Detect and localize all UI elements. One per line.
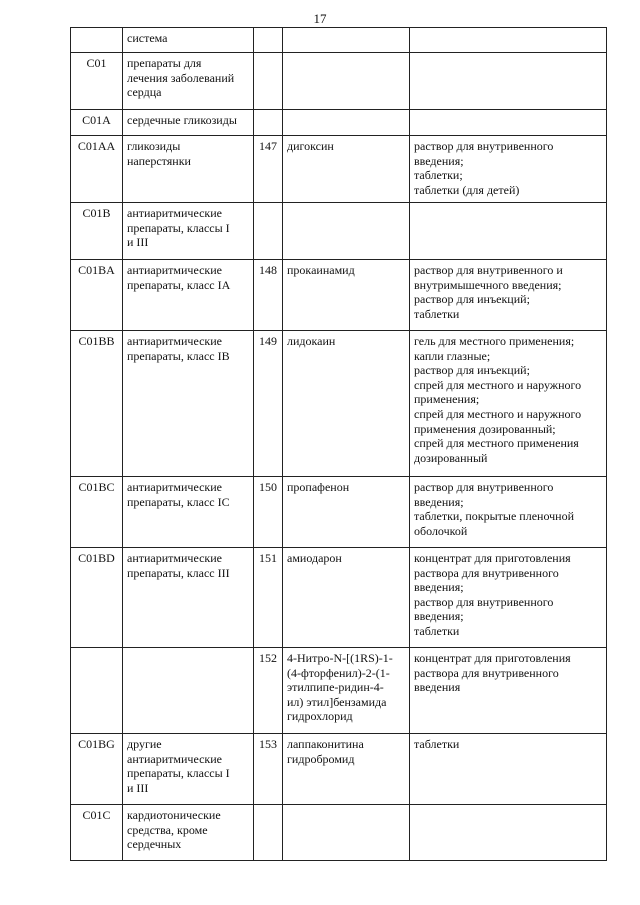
- table-row: [71, 260, 607, 331]
- row-number: [254, 805, 283, 861]
- atc-group: другие антиаритмические препараты, классы I и III: [123, 734, 254, 805]
- drug-name: 4-Нитро-N-[(1RS)-1- (4-фторфенил)-2-(1- этилпипе-ридин-4- ил) этил]бензамида гидрохлорид: [283, 648, 410, 734]
- drug-name: лаппаконитина гидробромид: [283, 734, 410, 805]
- dosage-forms: раствор для внутривенного введения; таблетки; таблетки (для детей): [410, 136, 607, 203]
- drug-name: [283, 805, 410, 861]
- table-row: [71, 548, 607, 648]
- row-number: 153: [254, 734, 283, 805]
- drug-name: [283, 203, 410, 260]
- atc-code: C01BD: [71, 548, 123, 648]
- table-row: [71, 203, 607, 260]
- atc-code: C01: [71, 53, 123, 110]
- atc-code: C01BB: [71, 331, 123, 477]
- drug-name: амиодарон: [283, 548, 410, 648]
- page-number: 17: [313, 11, 327, 26]
- atc-group: препараты для лечения заболеваний сердца: [123, 53, 254, 110]
- atc-code: [71, 28, 123, 53]
- atc-code: [71, 648, 123, 734]
- atc-group: кардиотонические средства, кроме сердечных: [123, 805, 254, 861]
- dosage-forms: [410, 110, 607, 136]
- atc-group: гликозиды наперстянки: [123, 136, 254, 203]
- row-number: [254, 28, 283, 53]
- row-number: 151: [254, 548, 283, 648]
- row-number: 150: [254, 477, 283, 548]
- drug-name: [283, 110, 410, 136]
- row-number: 149: [254, 331, 283, 477]
- table-row: [71, 53, 607, 110]
- row-number: 148: [254, 260, 283, 331]
- dosage-forms: [410, 805, 607, 861]
- atc-code: C01A: [71, 110, 123, 136]
- row-number: [254, 53, 283, 110]
- table-row: [71, 28, 607, 53]
- drug-name: прокаинамид: [283, 260, 410, 331]
- row-number: 152: [254, 648, 283, 734]
- drug-name: [283, 53, 410, 110]
- dosage-forms: таблетки: [410, 734, 607, 805]
- row-number: [254, 203, 283, 260]
- dosage-forms: концентрат для приготовления раствора для внутривенного введения; раствор для внутривенного введения; таблетки: [410, 548, 607, 648]
- atc-code: C01B: [71, 203, 123, 260]
- atc-code: C01BG: [71, 734, 123, 805]
- table-row: [71, 331, 607, 477]
- drug-name: дигоксин: [283, 136, 410, 203]
- table-row: [71, 805, 607, 861]
- atc-code: C01BA: [71, 260, 123, 331]
- drug-name: [283, 28, 410, 53]
- atc-group: антиаритмические препараты, класс IC: [123, 477, 254, 548]
- drug-table: [70, 27, 607, 861]
- dosage-forms: [410, 203, 607, 260]
- atc-code: C01BC: [71, 477, 123, 548]
- atc-group: система: [123, 28, 254, 53]
- drug-name: лидокаин: [283, 331, 410, 477]
- table-row: [71, 136, 607, 203]
- dosage-forms: раствор для внутривенного введения; таблетки, покрытые пленочной оболочкой: [410, 477, 607, 548]
- dosage-forms: раствор для внутривенного и внутримышечного введения; раствор для инъекций; таблетки: [410, 260, 607, 331]
- atc-group: сердечные гликозиды: [123, 110, 254, 136]
- atc-group: антиаритмические препараты, класс IB: [123, 331, 254, 477]
- dosage-forms: концентрат для приготовления раствора для внутривенного введения: [410, 648, 607, 734]
- row-number: [254, 110, 283, 136]
- dosage-forms: [410, 28, 607, 53]
- atc-group: антиаритмические препараты, класс IA: [123, 260, 254, 331]
- atc-group: антиаритмические препараты, классы I и III: [123, 203, 254, 260]
- atc-code: C01C: [71, 805, 123, 861]
- dosage-forms: [410, 53, 607, 110]
- dosage-forms: гель для местного применения; капли глазные; раствор для инъекций; спрей для местного и наружного применения; спрей для местного и наружного применения дозированный; спрей для местного применения дозированный: [410, 331, 607, 477]
- row-number: 147: [254, 136, 283, 203]
- table-row: [71, 477, 607, 548]
- atc-group: [123, 648, 254, 734]
- drug-name: пропафенон: [283, 477, 410, 548]
- table-row: [71, 110, 607, 136]
- atc-code: C01AA: [71, 136, 123, 203]
- table-row: [71, 648, 607, 734]
- table-row: [71, 734, 607, 805]
- atc-group: антиаритмические препараты, класс III: [123, 548, 254, 648]
